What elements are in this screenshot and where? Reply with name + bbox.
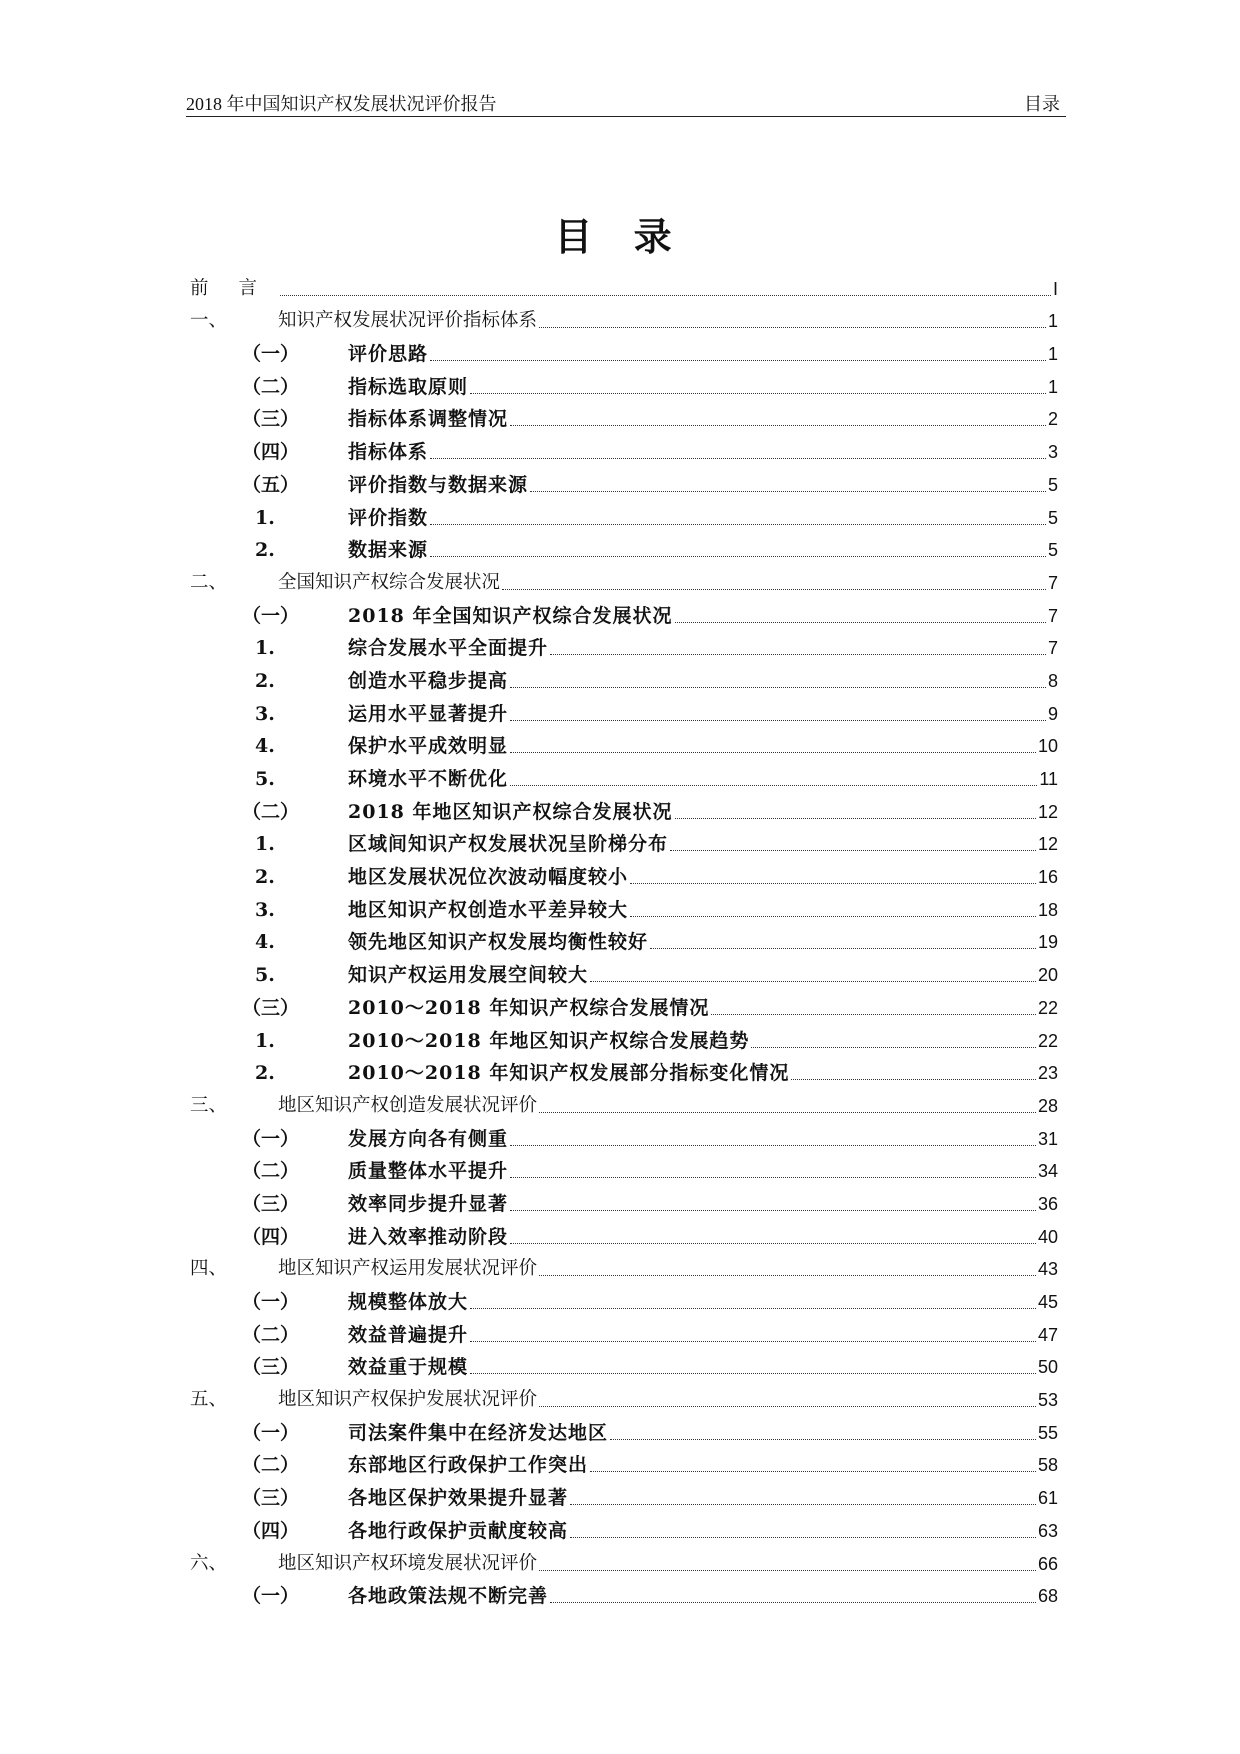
toc-entry[interactable] bbox=[190, 464, 1058, 497]
toc-entry-page: 7 bbox=[1047, 572, 1058, 593]
toc-entry-page: 12 bbox=[1037, 834, 1058, 855]
toc-entry[interactable] bbox=[190, 1477, 1058, 1510]
toc-entry-page: 61 bbox=[1037, 1488, 1058, 1509]
toc-entry[interactable] bbox=[190, 628, 1058, 661]
toc-entry[interactable] bbox=[190, 954, 1058, 987]
toc-entry-number: （四） bbox=[242, 1225, 300, 1248]
toc-entry-page: 31 bbox=[1037, 1128, 1058, 1149]
toc-entry[interactable] bbox=[190, 530, 1058, 563]
toc-entry-page: 28 bbox=[1037, 1095, 1058, 1116]
toc-dot-leader bbox=[470, 1307, 1036, 1309]
toc-entry-title: 东部地区行政保护工作突出 bbox=[348, 1454, 589, 1477]
toc-entry-page: 22 bbox=[1037, 997, 1058, 1018]
toc-entry-page: 1 bbox=[1047, 344, 1058, 365]
toc-entry-number: （三） bbox=[242, 1192, 300, 1215]
toc-entry-number: 2. bbox=[255, 866, 275, 889]
toc-entry[interactable] bbox=[190, 856, 1058, 889]
toc-entry-page: 66 bbox=[1037, 1553, 1058, 1574]
toc-entry-number: （二） bbox=[242, 375, 300, 398]
toc-entry[interactable] bbox=[190, 1118, 1058, 1151]
toc-entry[interactable] bbox=[190, 791, 1058, 824]
toc-dot-leader bbox=[510, 1144, 1036, 1146]
toc-entry-number: 一、 bbox=[190, 310, 228, 332]
toc-entry-page: 10 bbox=[1037, 736, 1058, 757]
toc-entry[interactable] bbox=[190, 1281, 1058, 1314]
toc-entry[interactable] bbox=[190, 1576, 1058, 1609]
toc-dot-leader bbox=[510, 686, 1046, 688]
toc-dot-leader bbox=[590, 980, 1036, 982]
toc-entry-title: 领先地区知识产权发展均衡性较好 bbox=[348, 931, 649, 954]
toc-entry-page: 58 bbox=[1037, 1455, 1058, 1476]
toc-entry-title: 评价思路 bbox=[348, 343, 429, 366]
toc-entry-number: （一） bbox=[242, 604, 300, 627]
toc-entry-page: 43 bbox=[1037, 1259, 1058, 1280]
toc-entry[interactable] bbox=[190, 693, 1058, 726]
toc-entry-page: 47 bbox=[1037, 1324, 1058, 1345]
toc-entry-page: 34 bbox=[1037, 1161, 1058, 1182]
toc-entry[interactable] bbox=[190, 1445, 1058, 1478]
toc-entry-title: 指标体系调整情况 bbox=[348, 408, 509, 431]
toc-entry-title: 进入效率推动阶段 bbox=[348, 1225, 509, 1248]
toc-entry-page: 8 bbox=[1047, 670, 1058, 691]
toc-entry[interactable] bbox=[190, 1412, 1058, 1445]
toc-entry-title: 效率同步提升显著 bbox=[348, 1192, 509, 1215]
header-section-name: 目录 bbox=[1024, 94, 1060, 114]
toc-entry-title: 地区知识产权创造水平差异较大 bbox=[348, 898, 629, 921]
toc-entry-page: 5 bbox=[1047, 507, 1058, 528]
toc-entry-title: 保护水平成效明显 bbox=[348, 735, 509, 758]
toc-entry-title: 环境水平不断优化 bbox=[348, 768, 509, 790]
toc-dot-leader bbox=[570, 1503, 1036, 1505]
toc-entry-number: 2. bbox=[255, 669, 275, 692]
toc-entry-title: 地区发展状况位次波动幅度较小 bbox=[348, 866, 629, 889]
toc-entry-page: 50 bbox=[1037, 1357, 1058, 1378]
toc-entry-number: （一） bbox=[242, 1291, 300, 1313]
toc-dot-leader bbox=[430, 457, 1046, 459]
toc-entry-title: 2010～2018 年地区知识产权综合发展趋势 bbox=[348, 1029, 750, 1052]
toc-entry[interactable] bbox=[190, 1510, 1058, 1543]
toc-entry-page: 12 bbox=[1037, 801, 1058, 822]
toc-entry[interactable] bbox=[190, 1053, 1058, 1086]
toc-entry-number: （一） bbox=[242, 343, 300, 366]
toc-entry-title: 综合发展水平全面提升 bbox=[348, 637, 549, 660]
toc-entry[interactable] bbox=[190, 431, 1058, 464]
toc-entry-number: （三） bbox=[242, 996, 300, 1019]
toc-entry[interactable] bbox=[190, 333, 1058, 366]
toc-entry-page: 1 bbox=[1047, 311, 1058, 332]
toc-entry-page: 16 bbox=[1037, 867, 1058, 888]
toc-dot-leader bbox=[539, 1111, 1036, 1113]
toc-entry-page: 19 bbox=[1037, 932, 1058, 953]
toc-entry-number: 4. bbox=[255, 931, 275, 954]
toc-dot-leader bbox=[590, 1470, 1036, 1472]
toc-entry[interactable] bbox=[190, 1379, 1058, 1412]
toc-entry[interactable] bbox=[190, 1347, 1058, 1380]
toc-entry-title: 数据来源 bbox=[348, 539, 429, 562]
toc-dot-leader bbox=[550, 653, 1046, 655]
toc-dot-leader bbox=[675, 621, 1046, 623]
toc-entry-number: 四、 bbox=[190, 1258, 228, 1280]
toc-entry[interactable] bbox=[190, 1085, 1058, 1118]
toc-entry-page: 11 bbox=[1039, 769, 1058, 789]
toc-entry[interactable] bbox=[190, 595, 1058, 628]
toc-dot-leader bbox=[610, 1438, 1036, 1440]
toc-entry-number: 1. bbox=[255, 637, 275, 660]
toc-entry-page: 40 bbox=[1037, 1226, 1058, 1247]
toc-dot-leader bbox=[791, 1078, 1036, 1080]
toc-dot-leader bbox=[510, 1242, 1036, 1244]
toc-dot-leader bbox=[470, 1340, 1036, 1342]
toc-entry-page: 20 bbox=[1037, 965, 1058, 986]
toc-entry-title: 评价指数 bbox=[348, 506, 429, 529]
toc-entry[interactable] bbox=[190, 987, 1058, 1020]
toc-entry[interactable] bbox=[190, 1314, 1058, 1347]
toc-entry[interactable] bbox=[190, 399, 1058, 432]
toc-entry-number: （二） bbox=[242, 1454, 300, 1477]
toc-entry[interactable] bbox=[190, 889, 1058, 922]
toc-entry-number: （五） bbox=[242, 473, 300, 496]
toc-entry[interactable] bbox=[190, 301, 1058, 334]
toc-entry[interactable] bbox=[190, 497, 1058, 530]
toc-entry-title: 效益重于规模 bbox=[348, 1356, 469, 1379]
toc-title: 目 录 bbox=[554, 215, 686, 259]
toc-entry-number: 1. bbox=[255, 506, 275, 529]
toc-entry-page: 7 bbox=[1047, 638, 1058, 659]
toc-entry[interactable] bbox=[190, 1543, 1058, 1576]
toc-entry-page: 68 bbox=[1037, 1586, 1058, 1607]
toc-entry-number: （一） bbox=[242, 1127, 300, 1150]
toc-dot-leader bbox=[670, 849, 1036, 851]
toc-entry[interactable] bbox=[190, 824, 1058, 857]
toc-dot-leader bbox=[510, 1176, 1036, 1178]
toc-entry-number: 前言 bbox=[190, 277, 288, 299]
toc-dot-leader bbox=[550, 1601, 1036, 1603]
toc-entry-title: 地区知识产权创造发展状况评价 bbox=[278, 1094, 538, 1116]
toc-entry[interactable] bbox=[190, 726, 1058, 759]
toc-dot-leader bbox=[539, 1274, 1036, 1276]
toc-dot-leader bbox=[430, 359, 1046, 361]
toc-entry-number: （二） bbox=[242, 800, 300, 823]
toc-entry-title: 地区知识产权保护发展状况评价 bbox=[278, 1389, 538, 1411]
page-header bbox=[186, 86, 1066, 117]
toc-entry[interactable] bbox=[190, 1020, 1058, 1053]
toc-entry-title: 指标体系 bbox=[348, 441, 429, 464]
toc-entry-number: （一） bbox=[242, 1421, 300, 1444]
toc-dot-leader bbox=[751, 1046, 1036, 1048]
toc-entry-page: 7 bbox=[1047, 605, 1058, 626]
toc-entry-page: 36 bbox=[1037, 1193, 1058, 1214]
toc-dot-leader bbox=[280, 294, 1051, 296]
toc-entry[interactable] bbox=[190, 758, 1058, 791]
toc-dot-leader bbox=[510, 751, 1036, 753]
toc-dot-leader bbox=[630, 915, 1036, 917]
toc-entry-title: 2018 年全国知识产权综合发展状况 bbox=[348, 604, 673, 627]
toc-dot-leader bbox=[539, 326, 1046, 328]
toc-entry-page: 22 bbox=[1037, 1030, 1058, 1051]
toc-entry-number: （四） bbox=[242, 1519, 300, 1542]
toc-entry-title: 司法案件集中在经济发达地区 bbox=[348, 1421, 609, 1444]
toc-entry-title: 创造水平稳步提高 bbox=[348, 669, 509, 692]
toc-entry-title: 运用水平显著提升 bbox=[348, 702, 509, 725]
toc-dot-leader bbox=[675, 817, 1036, 819]
toc-entry-number: 5. bbox=[255, 964, 275, 987]
toc-entry-title: 各地政策法规不断完善 bbox=[348, 1585, 549, 1608]
toc-entry-number: 1. bbox=[255, 1029, 275, 1052]
toc-entry-title: 2010～2018 年知识产权发展部分指标变化情况 bbox=[348, 1062, 790, 1085]
toc-entry-number: 3. bbox=[255, 702, 275, 725]
toc-dot-leader bbox=[570, 1536, 1036, 1538]
toc-dot-leader bbox=[470, 1372, 1036, 1374]
toc-entry-title: 全国知识产权综合发展状况 bbox=[278, 571, 501, 593]
toc-entry-page: 53 bbox=[1037, 1390, 1058, 1411]
toc-dot-leader bbox=[530, 490, 1046, 492]
toc-entry-title: 地区知识产权环境发展状况评价 bbox=[278, 1552, 538, 1574]
toc-entry-page: I bbox=[1052, 278, 1058, 299]
toc-entry-number: （二） bbox=[242, 1323, 300, 1346]
toc-entry[interactable] bbox=[190, 1216, 1058, 1249]
toc-entry-title: 规模整体放大 bbox=[348, 1291, 469, 1313]
toc-entry-title: 2018 年地区知识产权综合发展状况 bbox=[348, 800, 673, 823]
toc-entry-number: 1. bbox=[255, 833, 275, 856]
table-of-contents bbox=[190, 268, 1058, 1608]
toc-dot-leader bbox=[502, 588, 1046, 590]
toc-dot-leader bbox=[430, 555, 1046, 557]
toc-entry[interactable] bbox=[190, 660, 1058, 693]
toc-entry-title: 发展方向各有侧重 bbox=[348, 1127, 509, 1150]
toc-entry-page: 55 bbox=[1037, 1422, 1058, 1443]
toc-entry-number: （三） bbox=[242, 408, 300, 431]
toc-entry-title: 各地行政保护贡献度较高 bbox=[348, 1519, 569, 1542]
toc-entry-page: 2 bbox=[1047, 409, 1058, 430]
toc-dot-leader bbox=[711, 1013, 1036, 1015]
toc-entry-number: 5. bbox=[255, 768, 275, 790]
toc-entry-page: 9 bbox=[1047, 703, 1058, 724]
toc-entry-title: 知识产权运用发展空间较大 bbox=[348, 964, 589, 987]
toc-entry-number: （二） bbox=[242, 1160, 300, 1183]
toc-dot-leader bbox=[510, 424, 1046, 426]
toc-entry-number: 三、 bbox=[190, 1094, 228, 1116]
toc-entry-page: 5 bbox=[1047, 474, 1058, 495]
toc-entry-number: 六、 bbox=[190, 1552, 228, 1574]
toc-entry-number: （一） bbox=[242, 1585, 300, 1608]
toc-entry-page: 18 bbox=[1037, 899, 1058, 920]
toc-entry-title: 质量整体水平提升 bbox=[348, 1160, 509, 1183]
toc-entry-title: 效益普遍提升 bbox=[348, 1323, 469, 1346]
toc-entry-page: 23 bbox=[1037, 1063, 1058, 1084]
toc-entry-number: 2. bbox=[255, 1062, 275, 1085]
header-report-title: 2018 年中国知识产权发展状况评价报告 bbox=[186, 94, 497, 114]
toc-entry-title: 2010～2018 年知识产权综合发展情况 bbox=[348, 996, 710, 1019]
toc-entry-page: 5 bbox=[1047, 540, 1058, 561]
toc-entry-page: 45 bbox=[1037, 1292, 1058, 1312]
toc-dot-leader bbox=[539, 1569, 1036, 1571]
toc-dot-leader bbox=[510, 719, 1046, 721]
toc-entry[interactable] bbox=[190, 1183, 1058, 1216]
toc-entry-page: 3 bbox=[1047, 442, 1058, 463]
toc-entry-title: 评价指数与数据来源 bbox=[348, 473, 529, 496]
toc-entry[interactable] bbox=[190, 366, 1058, 399]
toc-entry[interactable] bbox=[190, 268, 1058, 301]
toc-entry-title: 知识产权发展状况评价指标体系 bbox=[278, 310, 538, 332]
toc-entry-number: 4. bbox=[255, 735, 275, 758]
toc-entry[interactable] bbox=[190, 1249, 1058, 1282]
toc-dot-leader bbox=[630, 882, 1036, 884]
toc-entry[interactable] bbox=[190, 922, 1058, 955]
toc-entry-title: 区域间知识产权发展状况呈阶梯分布 bbox=[348, 833, 669, 856]
toc-entry-number: 五、 bbox=[190, 1389, 228, 1411]
toc-dot-leader bbox=[510, 784, 1037, 786]
toc-entry-number: （三） bbox=[242, 1356, 300, 1379]
toc-dot-leader bbox=[510, 1209, 1036, 1211]
toc-dot-leader bbox=[539, 1405, 1036, 1407]
toc-dot-leader bbox=[430, 523, 1046, 525]
toc-entry-number: （三） bbox=[242, 1487, 300, 1510]
toc-entry-page: 63 bbox=[1037, 1520, 1058, 1541]
toc-entry-title: 指标选取原则 bbox=[348, 375, 469, 398]
toc-entry-title: 各地区保护效果提升显著 bbox=[348, 1487, 569, 1510]
toc-dot-leader bbox=[650, 947, 1036, 949]
toc-entry[interactable] bbox=[190, 1151, 1058, 1184]
toc-entry-number: （四） bbox=[242, 441, 300, 464]
toc-entry[interactable] bbox=[190, 562, 1058, 595]
toc-entry-number: 2. bbox=[255, 539, 275, 562]
toc-entry-number: 二、 bbox=[190, 571, 228, 593]
toc-entry-page: 1 bbox=[1047, 376, 1058, 397]
toc-entry-number: 3. bbox=[255, 898, 275, 921]
toc-dot-leader bbox=[470, 392, 1046, 394]
toc-entry-title: 地区知识产权运用发展状况评价 bbox=[278, 1258, 538, 1280]
